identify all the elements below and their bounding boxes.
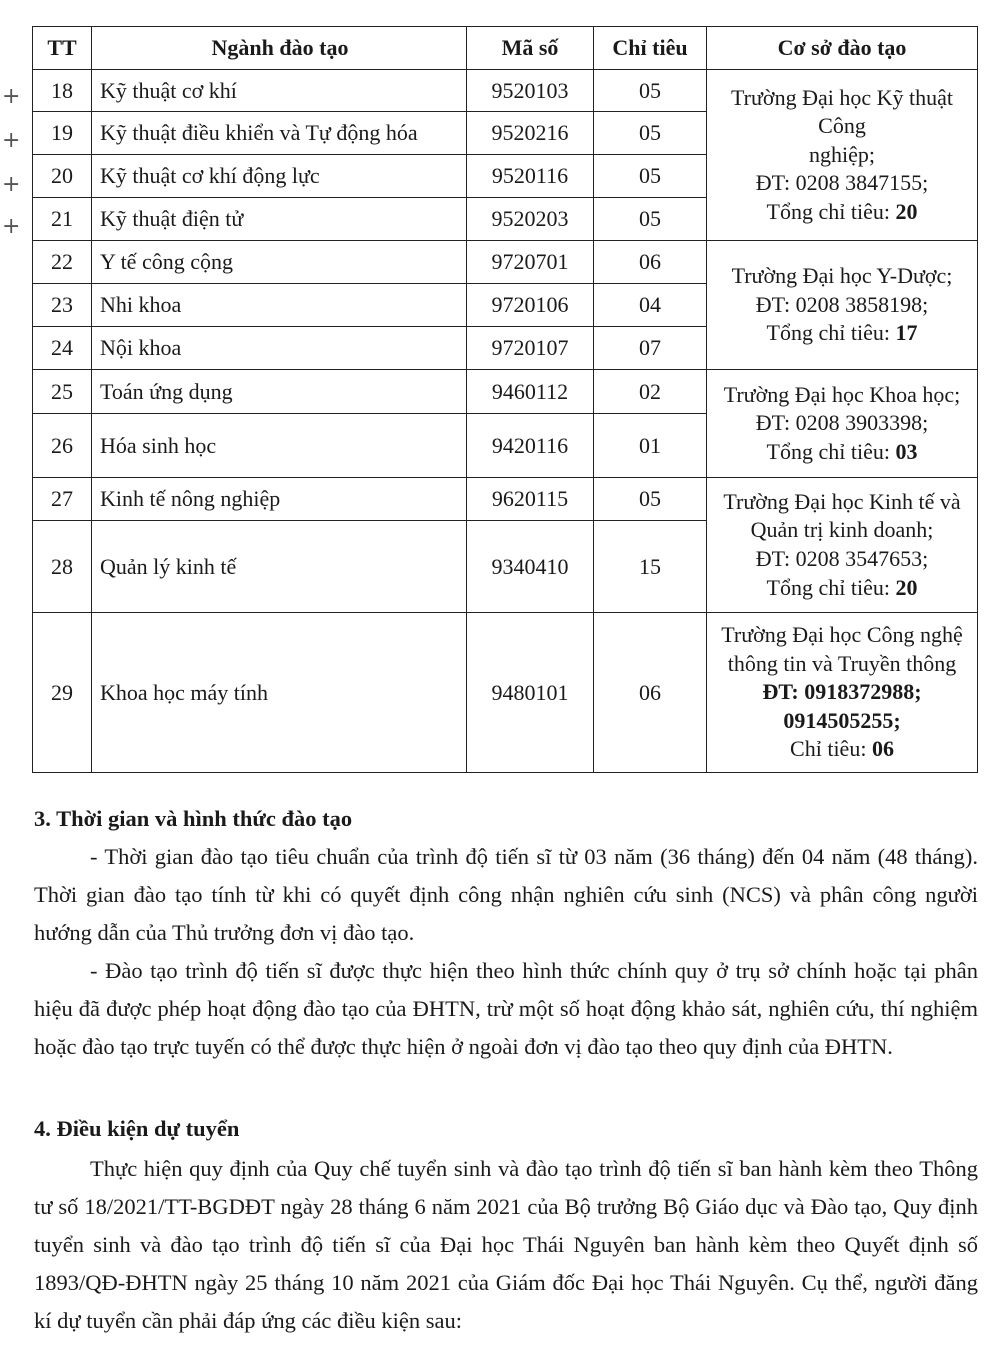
cell-tt: 22 <box>33 241 92 284</box>
cell-quota: 05 <box>594 70 707 112</box>
cell-tt: 29 <box>33 613 92 773</box>
cell-code: 9720701 <box>467 241 594 284</box>
cell-quota: 02 <box>594 370 707 414</box>
cell-institution: Trường Đại học Công nghệ thông tin và Truyền thông ĐT: 0918372988; 0914505255; Chỉ tiêu: 06 <box>707 613 978 773</box>
programs-table <box>32 26 978 773</box>
cell-institution: Trường Đại học Kỹ thuật Công nghiệp; ĐT: 0208 3847155; Tổng chỉ tiêu: 20 <box>707 70 978 241</box>
cell-code: 9520103 <box>467 70 594 112</box>
cell-institution: Trường Đại học Y-Dược; ĐT: 0208 3858198; Tổng chỉ tiêu: 17 <box>707 241 978 370</box>
cell-quota: 05 <box>594 155 707 198</box>
cell-tt: 19 <box>33 112 92 155</box>
cell-name: Khoa học máy tính <box>92 613 467 773</box>
cell-tt: 24 <box>33 327 92 370</box>
header-quota: Chỉ tiêu <box>594 27 707 70</box>
cell-tt: 23 <box>33 284 92 327</box>
cell-name: Toán ứng dụng <box>92 370 467 414</box>
pen-mark: + <box>2 128 21 153</box>
cell-quota: 05 <box>594 112 707 155</box>
table-row <box>33 478 978 521</box>
header-tt: TT <box>33 27 92 70</box>
header-code: Mã số <box>467 27 594 70</box>
pen-mark: + <box>2 84 21 109</box>
cell-tt: 26 <box>33 414 92 478</box>
cell-tt: 20 <box>33 155 92 198</box>
cell-name: Nội khoa <box>92 327 467 370</box>
section-4-heading: 4. Điều kiện dự tuyển <box>34 1116 240 1141</box>
cell-quota: 06 <box>594 613 707 773</box>
cell-name: Quản lý kinh tế <box>92 521 467 613</box>
cell-name: Kinh tế nông nghiệp <box>92 478 467 521</box>
section-3-paragraph-2: - Đào tạo trình độ tiến sĩ được thực hiện theo hình thức chính quy ở trụ sở chính hoặc tại phân hiệu đã được phép hoạt động đào tạo của ĐHTN, trừ một số hoạt động khảo sát, nghiên cứu, thí nghiệm hoặc đào tạo trực tuyến có thể được thực hiện ở ngoài đơn vị đào tạo theo quy định của ĐHTN. <box>34 958 978 1059</box>
table-row <box>33 613 978 773</box>
cell-quota: 07 <box>594 327 707 370</box>
cell-code: 9340410 <box>467 521 594 613</box>
cell-code: 9520216 <box>467 112 594 155</box>
section-4-paragraph-1: Thực hiện quy định của Quy chế tuyển sinh và đào tạo trình độ tiến sĩ ban hành kèm theo Thông tư số 18/2021/TT-BGDĐT ngày 28 tháng 6 năm 2021 của Bộ trưởng Bộ Giáo dục và Đào tạo, Quy định tuyển sinh và đào tạo trình độ tiến sĩ của Đại học Thái Nguyên ban hành kèm theo Quyết định số 1893/QĐ-ĐHTN ngày 25 tháng 10 năm 2021 của Giám đốc Đại học Thái Nguyên. Cụ thể, người đăng kí dự tuyển cần phải đáp ứng các điều kiện sau: <box>34 1156 978 1333</box>
cell-institution: Trường Đại học Kinh tế và Quản trị kinh doanh; ĐT: 0208 3547653; Tổng chỉ tiêu: 20 <box>707 478 978 613</box>
cell-quota: 05 <box>594 478 707 521</box>
cell-code: 9520203 <box>467 198 594 241</box>
cell-code: 9720106 <box>467 284 594 327</box>
section-3-paragraph-1: - Thời gian đào tạo tiêu chuẩn của trình độ tiến sĩ từ 03 năm (36 tháng) đến 04 năm (48 tháng). Thời gian đào tạo tính từ khi có quyết định công nhận nghiên cứu sinh (NCS) và phân công người hướng dẫn của Thủ trưởng đơn vị đào tạo. <box>34 844 978 945</box>
cell-name: Y tế công cộng <box>92 241 467 284</box>
cell-quota: 01 <box>594 414 707 478</box>
cell-code: 9720107 <box>467 327 594 370</box>
section-3-heading: 3. Thời gian và hình thức đào tạo <box>34 806 353 831</box>
table-row <box>33 70 978 112</box>
cell-name: Kỹ thuật cơ khí động lực <box>92 155 467 198</box>
cell-institution: Trường Đại học Khoa học; ĐT: 0208 3903398; Tổng chỉ tiêu: 03 <box>707 370 978 478</box>
table-header-row <box>33 27 978 70</box>
cell-code: 9480101 <box>467 613 594 773</box>
cell-name: Kỹ thuật cơ khí <box>92 70 467 112</box>
cell-tt: 27 <box>33 478 92 521</box>
cell-tt: 28 <box>33 521 92 613</box>
cell-quota: 05 <box>594 198 707 241</box>
cell-code: 9620115 <box>467 478 594 521</box>
cell-name: Hóa sinh học <box>92 414 467 478</box>
cell-quota: 15 <box>594 521 707 613</box>
pen-mark: + <box>2 214 21 239</box>
cell-tt: 21 <box>33 198 92 241</box>
cell-name: Nhi khoa <box>92 284 467 327</box>
table-row <box>33 370 978 414</box>
cell-tt: 25 <box>33 370 92 414</box>
cell-code: 9420116 <box>467 414 594 478</box>
cell-name: Kỹ thuật điều khiển và Tự động hóa <box>92 112 467 155</box>
cell-name: Kỹ thuật điện tử <box>92 198 467 241</box>
cell-code: 9460112 <box>467 370 594 414</box>
cell-quota: 04 <box>594 284 707 327</box>
header-name: Ngành đào tạo <box>92 27 467 70</box>
cell-code: 9520116 <box>467 155 594 198</box>
cell-tt: 18 <box>33 70 92 112</box>
cell-quota: 06 <box>594 241 707 284</box>
pen-mark: + <box>2 172 21 197</box>
header-institution: Cơ sở đào tạo <box>707 27 978 70</box>
table-row <box>33 241 978 284</box>
